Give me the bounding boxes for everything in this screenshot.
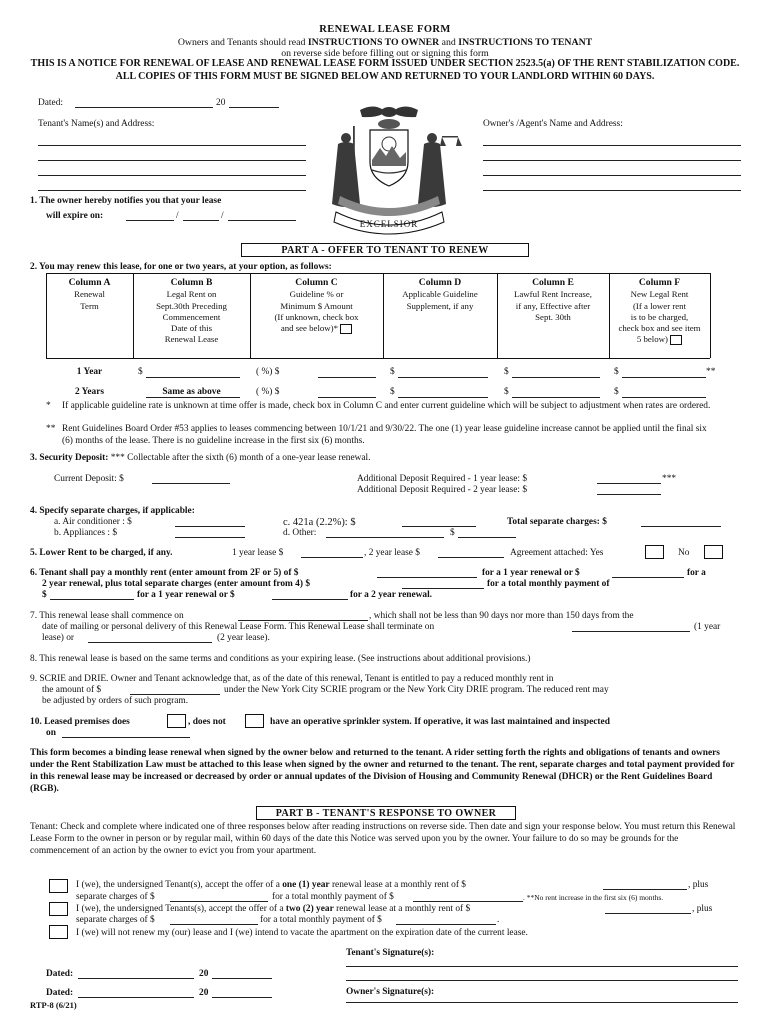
row-1-col-f: $ (614, 367, 619, 377)
tenant-signature-line[interactable] (346, 980, 738, 981)
date-slash: / (176, 211, 179, 221)
terminate-2yr-field[interactable] (88, 642, 212, 643)
row-1-col-c-field[interactable] (318, 377, 376, 378)
agreement-label: Agreement attached: Yes (510, 548, 604, 558)
item6-line1-b: for a 1 year renewal or $ (482, 568, 580, 578)
item9-l3: be adjusted by orders of such program. (42, 696, 189, 706)
note1-mark: * (46, 401, 51, 411)
rent-1yr-field[interactable] (377, 577, 477, 578)
appliances-charge-label: b. Appliances : $ (54, 528, 118, 538)
total-charges-field[interactable] (641, 526, 721, 527)
owner-address-line[interactable] (483, 145, 741, 146)
table-rule (710, 273, 711, 358)
sprinkler-date-field[interactable] (62, 737, 190, 738)
421a-charge-label: c. 421a (2.2%): $ (283, 517, 356, 528)
row-1-col-e-field[interactable] (512, 377, 600, 378)
accept-1yr-note: . **No rent increase in the first six (6) months. (523, 893, 664, 902)
expire-year-field[interactable] (228, 220, 296, 221)
item7-l1b: , which shall not be less than 90 days nor more than 150 days from the (369, 611, 634, 621)
row-2-col-b-line (146, 397, 240, 398)
lower-rent-1yr-label: 1 year lease $ (232, 548, 284, 558)
item4-label: 4. Specify separate charges, if applicable: (30, 506, 195, 516)
accept-2yr-separate-label: separate charges of $ (76, 915, 155, 925)
tenant-dated-field[interactable] (78, 978, 194, 979)
owner-dated-field[interactable] (78, 997, 194, 998)
row-1-col-f-field[interactable] (622, 377, 706, 378)
tenant-name-label: Tenant's Name(s) and Address: (38, 119, 155, 129)
tenant-signature-line[interactable] (346, 966, 738, 967)
accept-2yr-rent-field[interactable] (605, 913, 691, 914)
item3: 3. Security Deposit: *** Collectable after the sixth (6) month of a one-year lease renewal. (30, 453, 371, 463)
agreement-no-checkbox[interactable] (704, 545, 723, 559)
item2-text: 2. You may renew this lease, for one or two years, at your option, as follows: (30, 262, 332, 272)
owner-signature-label: Owner's Signature(s): (346, 987, 435, 997)
tenant-dated-label: Dated: (46, 969, 74, 979)
note2-mark: ** (46, 424, 56, 434)
add-deposit-1-field[interactable] (597, 483, 661, 484)
owner-address-line[interactable] (483, 160, 741, 161)
other-charge-dollar: $ (450, 528, 455, 538)
sprinkler-does-checkbox[interactable] (167, 714, 186, 728)
accept-1yr-total-field[interactable] (413, 901, 523, 902)
part-b-title: PART B - TENANT'S RESPONSE TO OWNER (256, 806, 516, 820)
tenant-address-line[interactable] (38, 190, 306, 191)
accept-1yr-text: I (we), the undersigned Tenant(s), accept the offer of a one (1) year renewal lease at a monthly rent of $ (76, 880, 466, 890)
dated-year: 20 (216, 98, 226, 108)
row-1-term: 1 Year (76, 367, 103, 377)
row-2-col-d-field[interactable] (398, 397, 488, 398)
not-renew-text: I (we) will not renew my (our) lease and I (we) intend to vacate the apartment on the expiration date of the current lease. (76, 928, 528, 938)
row-2-col-c-field[interactable] (318, 397, 376, 398)
accept-2yr-separate-field[interactable] (170, 924, 258, 925)
column-d-header: Column D Applicable Guideline Supplement, if any (402, 277, 478, 311)
item9-l2a: the amount of $ (42, 685, 102, 695)
item7-l2a: date of mailing or personal delivery of this Renewal Lease Form. This Renewal Lease shall terminate on (42, 622, 435, 632)
other-charge-desc-field[interactable] (326, 537, 444, 538)
column-c-header: Column C Guideline % or Minimum $ Amount (If unknown, check box and see below)* (274, 277, 359, 334)
ac-charge-label: a. Air conditioner : $ (54, 517, 132, 527)
row-1-col-b-field[interactable] (146, 377, 240, 378)
owner-dated-label: Dated: (46, 988, 74, 998)
dated-label: Dated: (38, 98, 63, 108)
item7-l3b: (2 year lease). (217, 633, 270, 643)
owner-dated-year: 20 (199, 988, 209, 998)
part-a-title: PART A - OFFER TO TENANT TO RENEW (241, 243, 529, 257)
column-f-header: Column F New Legal Rent (If a lower rent is to be charged, check box and see item 5 below) (618, 277, 701, 345)
item6-line3-a: $ (42, 590, 47, 600)
item10-d: on (46, 728, 56, 738)
total-charges-label: Total separate charges: $ (507, 517, 607, 527)
column-a-header: Column A Renewal Term (68, 277, 111, 311)
dated-field[interactable] (75, 107, 213, 108)
accept-1yr-rent-field[interactable] (603, 889, 687, 890)
note-guideline-unknown: If applicable guideline rate is unknown at time offer is made, check box in Column C and enter current guideline which will be subject to adjustment when rates are ordered. (62, 401, 711, 411)
agreement-no-label: No (678, 548, 690, 558)
item1-expire-label: will expire on: (46, 211, 104, 221)
row-1-footnote: ** (706, 367, 716, 377)
accept-1yr-checkbox[interactable] (49, 879, 68, 893)
not-renew-checkbox[interactable] (49, 925, 68, 939)
header-notice: THIS IS A NOTICE FOR RENEWAL OF LEASE AND RENEWAL LEASE FORM ISSUED UNDER SECTION 2523.5(a) OF THE RENT STABILIZATION CODE. ALL COPIES OF THIS FORM MUST BE SIGNED BELOW AND RETURNED TO YOUR LANDLORD WITHIN 60 DAYS. (30, 58, 740, 82)
tenant-dated-year-field[interactable] (212, 978, 272, 979)
agreement-yes-checkbox[interactable] (645, 545, 664, 559)
tenant-dated-year: 20 (199, 969, 209, 979)
row-1-col-d-field[interactable] (398, 377, 488, 378)
tenant-signature-label: Tenant's Signature(s): (346, 948, 435, 958)
row-1-col-b: $ (138, 367, 143, 377)
item6-line3-b: for a 1 year renewal or $ (137, 590, 235, 600)
item6-line2-b: for a total monthly payment of (487, 579, 610, 589)
accept-1yr-plus: , plus (688, 880, 709, 890)
total-2yr-field[interactable] (272, 599, 348, 600)
accept-2yr-text: I (we), the undersigned Tenants(s), accept the offer of a two (2) year renewal lease at a monthly rent of $ (76, 904, 471, 914)
column-e-header: Column E Lawful Rent Increase, if any, Effective after Sept. 30th (514, 277, 592, 322)
tenant-address-line[interactable] (38, 160, 306, 161)
item6-line1-a: 6. Tenant shall pay a monthly rent (enter amount from 2F or 5) of $ (30, 568, 299, 578)
table-bottom-rule (46, 358, 710, 359)
item10-a: 10. Leased premises does (30, 717, 130, 727)
other-charge-label: d. Other: (283, 528, 317, 538)
accept-2yr-total-field[interactable] (396, 924, 496, 925)
lower-rent-checkbox[interactable] (670, 335, 682, 345)
add-deposit-2-label: Additional Deposit Required - 2 year lease: $ (357, 485, 528, 495)
row-2-col-c: ( %) $ (256, 387, 280, 397)
item7-l3a: lease) or (42, 633, 75, 643)
table-top-rule (46, 273, 710, 274)
item6-line3-c: for a 2 year renewal. (350, 590, 433, 600)
header-reverse-note: on reverse side before filling out or signing this form (281, 48, 489, 59)
owner-address-line[interactable] (483, 175, 741, 176)
item9-l2b: under the New York City SCRIE program or the New York City DRIE program. The reduced rent may (224, 685, 609, 695)
expire-day-field[interactable] (183, 220, 219, 221)
row-2-col-e: $ (504, 387, 509, 397)
tenant-address-line[interactable] (38, 175, 306, 176)
current-deposit-field[interactable] (152, 483, 230, 484)
terminate-1yr-field[interactable] (572, 631, 690, 632)
item7-l2b: (1 year (694, 622, 721, 632)
owner-signature-line[interactable] (346, 1002, 738, 1003)
owner-dated-year-field[interactable] (212, 997, 272, 998)
add-deposit-1-footnote: *** (662, 474, 677, 484)
accept-1yr-separate-label: separate charges of $ (76, 892, 155, 902)
total-1yr-field[interactable] (50, 599, 134, 600)
row-1-col-c: ( %) $ (256, 367, 280, 377)
item6-line2-a: 2 year renewal, plus total separate charges (enter amount from 4) $ (42, 579, 311, 589)
expire-month-field[interactable] (126, 220, 174, 221)
item10-c: have an operative sprinkler system. If operative, it was last maintained and inspected (270, 717, 610, 727)
row-2-col-d: $ (390, 387, 395, 397)
appliances-charge-field[interactable] (175, 537, 245, 538)
item1-text: 1. The owner hereby notifies you that your lease (30, 196, 222, 206)
item5-label: 5. Lower Rent to be charged, if any. (30, 548, 173, 558)
part-b-intro: Tenant: Check and complete where indicated one of three responses below after reading instructions on reverse side. Then date and sign your response below. You must return this Renewal Lease Form to the owner in person or by regular mail, within 60 days of the date this Notice was served upon you by the owner. Your failure to do so may be grounds for the commencement of an action by the owner to evict you from your apartment. (30, 822, 736, 856)
owner-address-line[interactable] (483, 190, 741, 191)
accept-2yr-total-label: for a total monthly payment of $ (260, 915, 382, 925)
accept-2yr-period: . (497, 915, 500, 925)
binding-paragraph: This form becomes a binding lease renewal when signed by the owner below and returned to the tenant. A rider setting forth the rights and obligations of tenants and owners under the Rent Stabilization Law must be attached to this lease when signed by the owner and returned to the tenant. The rent, separate charges and total payment provided for in this renewal lease may be increased or decreased by order or annual updates of the Division of Housing and Community Renewal (DHCR) or the Rent Guidelines Board (RGB). (30, 748, 735, 794)
seal-motto: EXCELSIOR (359, 219, 419, 229)
row-2-term: 2 Years (74, 387, 105, 397)
row-1-col-d: $ (390, 367, 395, 377)
dated-year-field[interactable] (229, 107, 279, 108)
note-rgb-order: Rent Guidelines Board Order #53 applies to leases commencing between 10/1/21 and 9/30/22. The one (1) year lease guideline increase cannot be applied until the final six (6) months of the lease. There is no guideline increase in the first six (6) months. (62, 424, 707, 447)
accept-2yr-checkbox[interactable] (49, 902, 68, 916)
ac-charge-field[interactable] (175, 526, 245, 527)
row-1-col-e: $ (504, 367, 509, 377)
accept-1yr-total-label: for a total monthly payment of $ (272, 892, 394, 902)
guideline-unknown-checkbox[interactable] (340, 324, 352, 334)
item9-l1: 9. SCRIE and DRIE. Owner and Tenant acknowledge that, as of the date of this renewal, Tenant is entitled to pay a reduced monthly rent in (30, 674, 554, 684)
item8: 8. This renewal lease is based on the same terms and conditions as your expiring lease. (See instructions about additional provisions.) (30, 654, 531, 664)
tenant-address-line[interactable] (38, 145, 306, 146)
row-2-col-e-field[interactable] (512, 397, 600, 398)
lower-rent-1yr-field[interactable] (301, 557, 363, 558)
column-b-header: Column B Legal Rent on Sept.30th Preceding Commencement Date of this Renewal Lease (156, 277, 227, 345)
accept-1yr-separate-field[interactable] (170, 901, 268, 902)
ny-state-seal-icon (300, 100, 478, 240)
421a-charge-field[interactable] (402, 526, 476, 527)
add-deposit-2-field[interactable] (597, 494, 661, 495)
form-number: RTP-8 (6/21) (30, 1000, 77, 1010)
row-2-col-b: Same as above (162, 387, 221, 397)
sprinkler-does-not-checkbox[interactable] (245, 714, 264, 728)
header-instructions: Owners and Tenants should read INSTRUCTIONS TO OWNER and INSTRUCTIONS TO TENANT (177, 37, 593, 48)
add-deposit-1-label: Additional Deposit Required - 1 year lease: $ (357, 474, 528, 484)
item6-line1-c: for a (687, 568, 706, 578)
current-deposit-label: Current Deposit: $ (54, 474, 124, 484)
item10-b: , does not (188, 717, 226, 727)
item7-l1a: 7. This renewal lease shall commence on (30, 611, 184, 621)
date-slash: / (221, 211, 224, 221)
other-charge-field[interactable] (458, 537, 516, 538)
form-title: RENEWAL LEASE FORM (319, 24, 451, 35)
lower-rent-2yr-label: , 2 year lease $ (364, 548, 420, 558)
row-2-col-f: $ (614, 387, 619, 397)
rent-2yr-field[interactable] (612, 577, 684, 578)
owner-name-label: Owner's /Agent's Name and Address: (483, 119, 623, 129)
row-2-col-f-field[interactable] (622, 397, 706, 398)
lower-rent-2yr-field[interactable] (438, 557, 504, 558)
accept-2yr-plus: , plus (692, 904, 713, 914)
